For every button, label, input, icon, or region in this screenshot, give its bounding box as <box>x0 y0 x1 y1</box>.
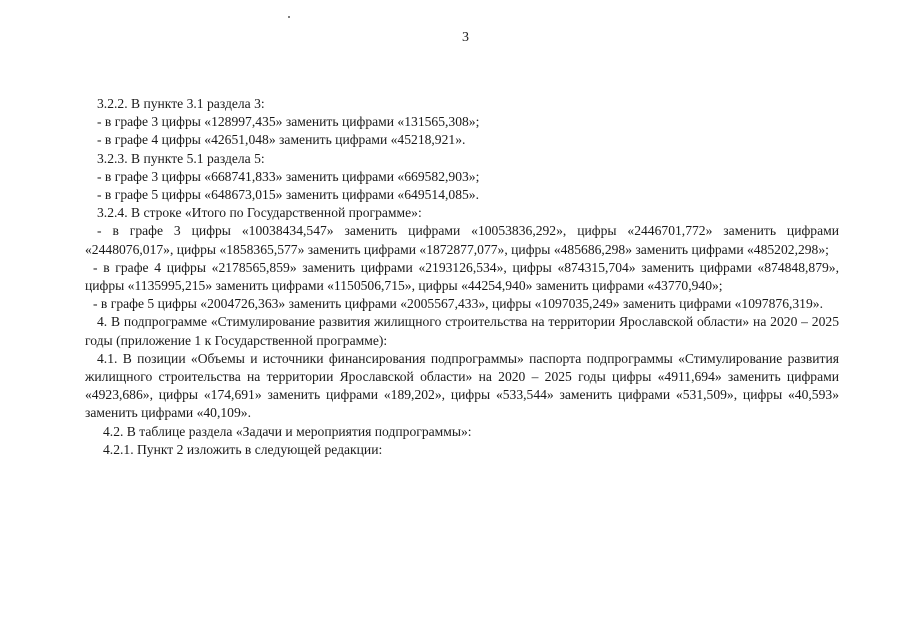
paragraph-4: 4. В подпрограмме «Стимулирование развития жилищного строительства на территории Ярославской области» на 2020 – 2025 годы (приложение 1 к Государственной программе): <box>85 314 839 348</box>
paragraph-4-2-1: 4.2.1. Пункт 2 изложить в следующей редакции: <box>103 441 383 457</box>
paragraph-3-2-4-item-a: - в графе 3 цифры «10038434,547» заменить цифрами «10053836,292», цифры «2446701,772» заменить цифрами «2448076,017», цифры «1858365,577» заменить цифрами «1872877,077», цифры «485686,298» заменить цифрами «485202,298»; <box>85 223 839 257</box>
paragraph-3-2-4-item-c: - в графе 5 цифры «2004726,363» заменить цифрами «2005567,433», цифры «1097035,249» заменить цифрами «1097876,319». <box>93 296 823 312</box>
paragraph-3-2-3-item-b: - в графе 5 цифры «648673,015» заменить цифрами «649514,085». <box>97 187 479 203</box>
paragraph-4-1: 4.1. В позиции «Объемы и источники финансирования подпрограммы» паспорта подпрограммы «Стимулирование развития жилищного строительства на территории Ярославской области» на 2020 – 2025 годы цифры «4911,694» заменить цифрами «4923,686», цифры «174,691» заменить цифрами «189,202», цифры «533,544» заменить цифрами «531,509», цифры «40,593» заменить цифрами «40,109». <box>85 350 839 421</box>
scan-speck <box>288 16 290 18</box>
paragraph-3-2-2: 3.2.2. В пункте 3.1 раздела 3: <box>97 96 265 111</box>
page-number: 3 <box>462 30 469 45</box>
paragraph-3-2-4-item-b: - в графе 4 цифры «2178565,859» заменить цифрами «2193126,534», цифры «874315,704» заменить цифрами «874848,879», цифры «1135995,215» заменить цифрами «1150506,715», цифры «44254,940» заменить цифрами «43770,940»; <box>85 259 839 294</box>
paragraph-3-2-4: 3.2.4. В строке «Итого по Государственной программе»: <box>97 205 422 221</box>
paragraph-3-2-2-item-b: - в графе 4 цифры «42651,048» заменить цифрами «45218,921». <box>97 132 466 148</box>
paragraph-3-2-3-item-a: - в графе 3 цифры «668741,833» заменить цифрами «669582,903»; <box>97 168 480 184</box>
paragraph-3-2-2-item-a: - в графе 3 цифры «128997,435» заменить цифрами «131565,308»; <box>97 114 480 130</box>
paragraph-4-2: 4.2. В таблице раздела «Задачи и мероприятия подпрограммы»: <box>103 423 472 439</box>
document-body <box>85 95 839 459</box>
paragraph-3-2-3: 3.2.3. В пункте 5.1 раздела 5: <box>97 150 265 166</box>
